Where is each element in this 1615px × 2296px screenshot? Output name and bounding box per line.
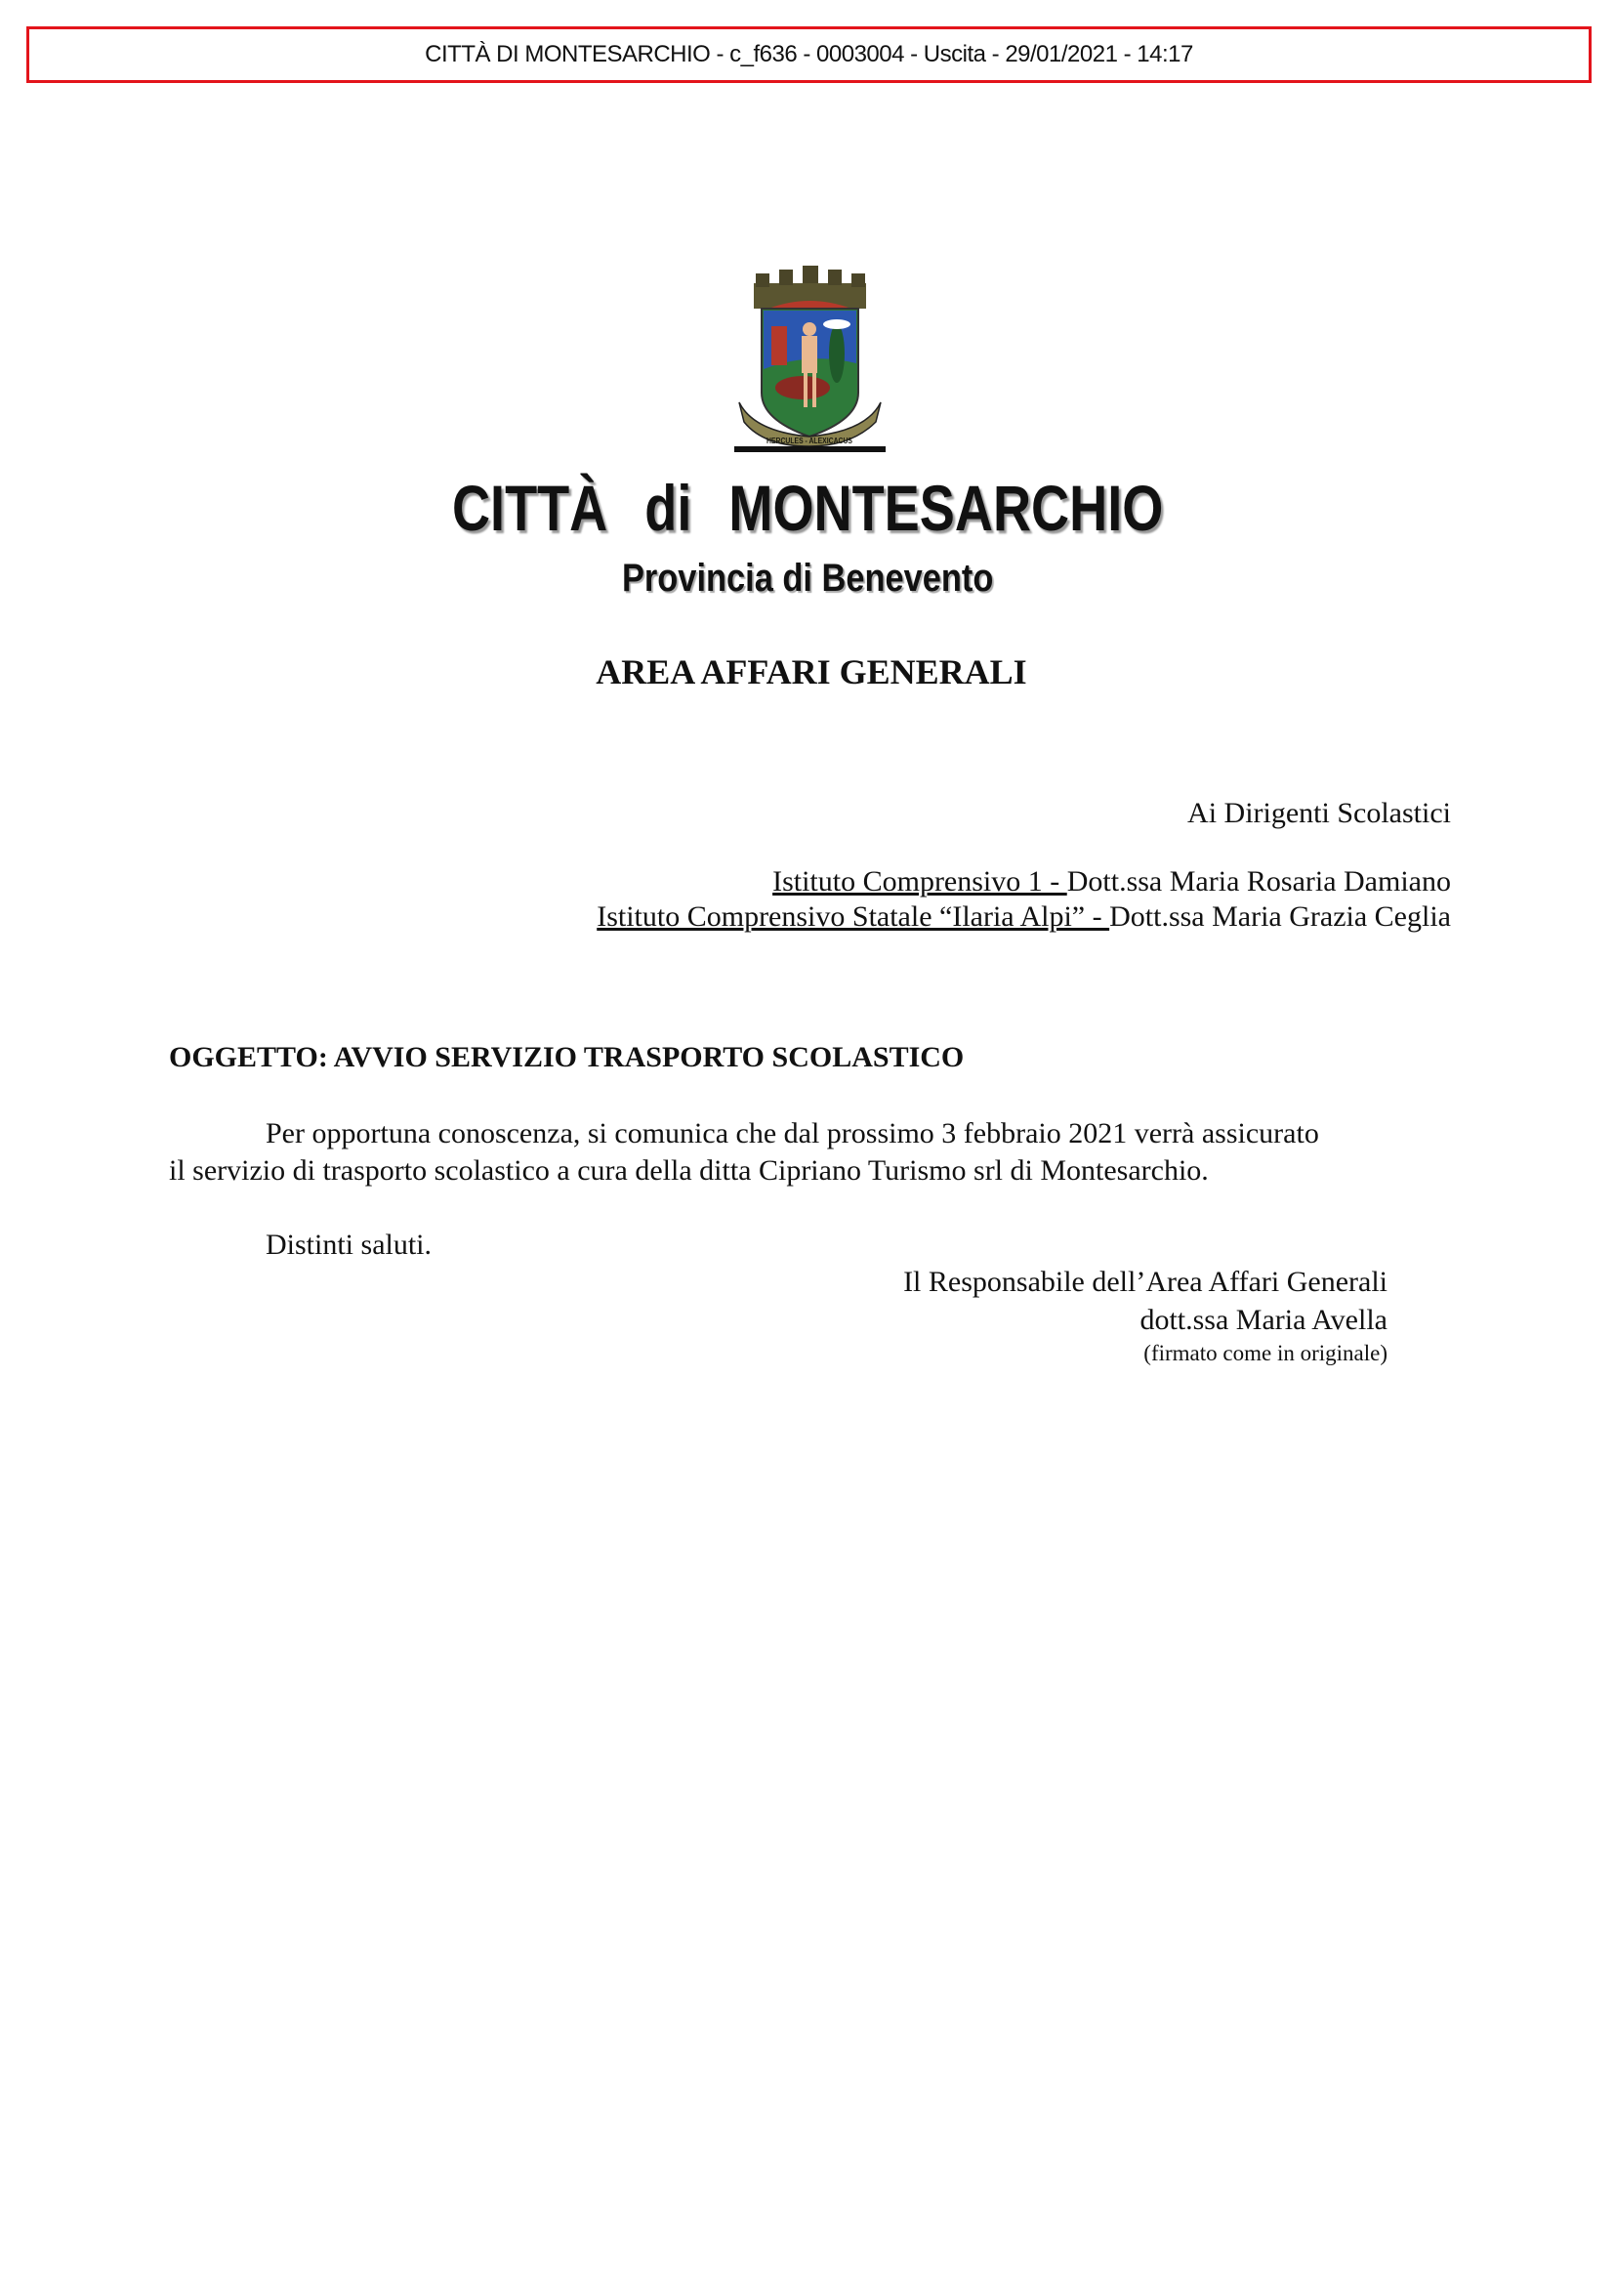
recipient-line (597, 900, 1451, 934)
recipient-school: Istituto Comprensivo Statale “Ilaria Alpi” - (597, 900, 1110, 933)
recipient-line (772, 865, 1451, 898)
city-crest-logo (734, 266, 886, 453)
city-title (0, 471, 1615, 545)
protocol-stamp-text: CITTÀ DI MONTESARCHIO - c_f636 - 0003004 - Uscita - 29/01/2021 - 14:17 (425, 41, 1193, 67)
province-text: Provincia di Benevento (621, 557, 994, 600)
recipient-school: Istituto Comprensivo 1 - (772, 865, 1067, 898)
subject-line: OGGETTO: AVVIO SERVIZIO TRASPORTO SCOLASTICO (169, 1041, 965, 1073)
city-title-text: CITTÀ di MONTESARCHIO (451, 472, 1164, 544)
closing-salutation: Distinti saluti. (266, 1229, 433, 1261)
department-heading: AREA AFFARI GENERALI (596, 652, 1027, 691)
recipient-person: Dott.ssa Maria Grazia Ceglia (1109, 900, 1451, 933)
province-subtitle (0, 557, 1615, 601)
recipient-person: Dott.ssa Maria Rosaria Damiano (1066, 865, 1451, 898)
signatory-role: Il Responsabile dell’Area Affari Generali (903, 1266, 1387, 1298)
signature-note: (firmato come in originale) (1143, 1341, 1387, 1365)
protocol-stamp (26, 26, 1592, 83)
crest-motto: HERCULES - ALEXICACUS (766, 437, 853, 445)
body-line-2: il servizio di trasporto scolastico a cura della ditta Cipriano Turismo srl di Montesarchio. (169, 1154, 1209, 1187)
recipients-heading: Ai Dirigenti Scolastici (1187, 797, 1451, 829)
signatory-name: dott.ssa Maria Avella (1139, 1304, 1387, 1336)
body-line-1: Per opportuna conoscenza, si comunica che dal prossimo 3 febbraio 2021 verrà assicurato (266, 1117, 1319, 1149)
